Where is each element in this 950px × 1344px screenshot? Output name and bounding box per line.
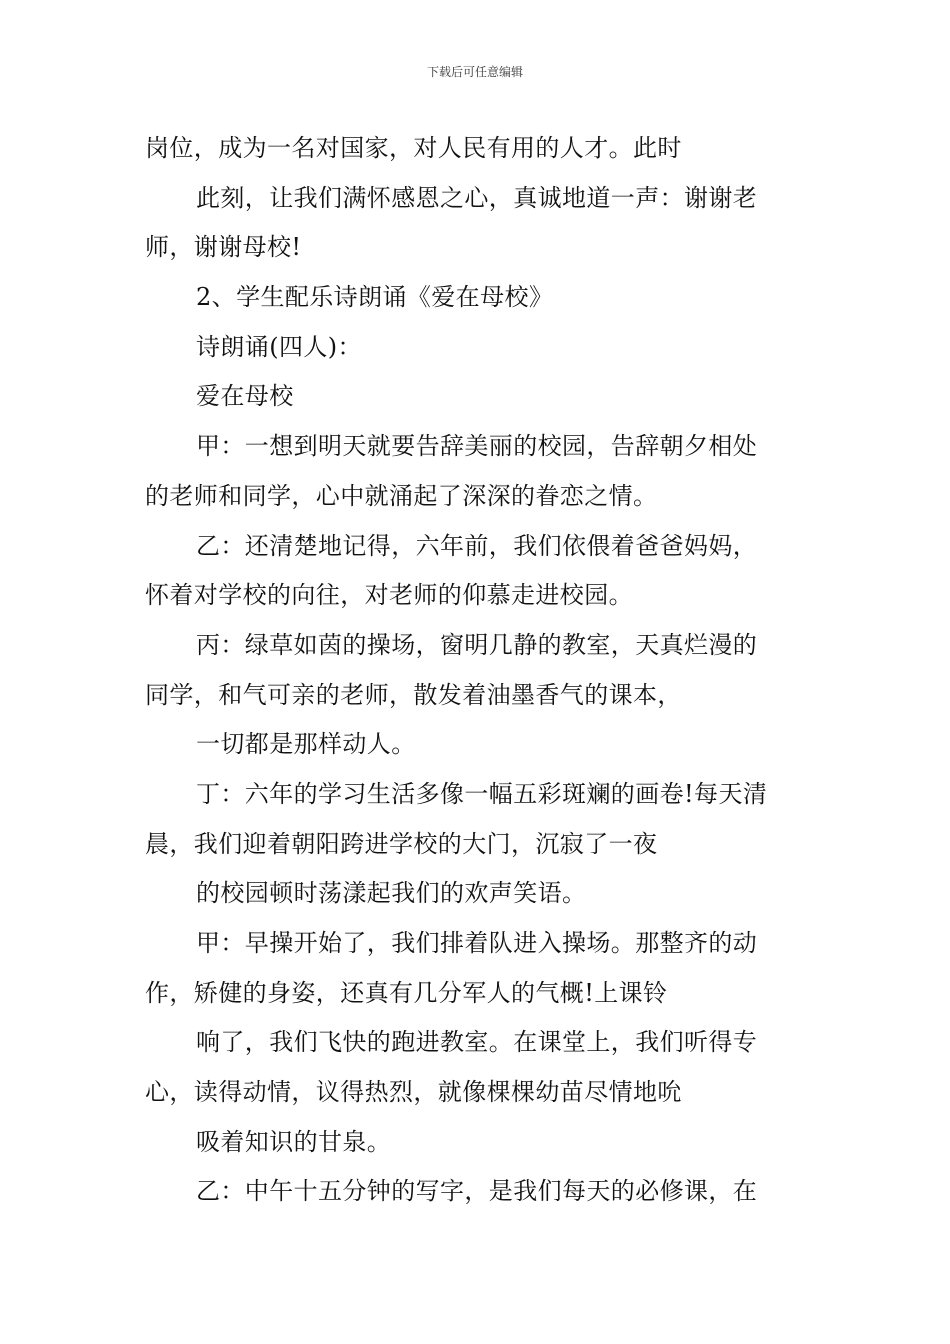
text-line: 心，读得动情，议得热烈，就像棵棵幼苗尽情地吮: [145, 1078, 682, 1107]
text-line: 甲：一想到明天就要告辞美丽的校园，告辞朝夕相处: [196, 432, 758, 461]
text-line: 吸着知识的甘泉。: [196, 1127, 392, 1156]
document-body: [145, 124, 810, 1217]
text-line: 丙：绿草如茵的操场，窗明几静的教室，天真烂漫的: [196, 630, 758, 659]
text-line: 师，谢谢母校!: [145, 233, 302, 262]
text-line: 的校园顿时荡漾起我们的欢声笑语。: [196, 879, 587, 908]
text-line: 怀着对学校的向往，对老师的仰慕走进校园。: [145, 581, 633, 610]
text-line: 诗朗诵(四人)：: [196, 332, 362, 361]
text-line: 岗位，成为一名对国家，对人民有用的人才。此时: [145, 134, 682, 162]
text-line: 作，矫健的身姿，还真有几分军人的气概!上课铃: [145, 978, 668, 1007]
section-heading: 2、学生配乐诗朗诵《爱在母校》: [196, 283, 554, 312]
page-header: 下载后可任意编辑: [426, 65, 523, 79]
text-line: 乙：还清楚地记得，六年前，我们依偎着爸爸妈妈，: [196, 531, 758, 560]
text-line: 响了，我们飞快的跑进教室。在课堂上，我们听得专: [196, 1028, 758, 1057]
text-line: 丁：六年的学习生活多像一幅五彩斑斓的画卷!每天清: [196, 779, 768, 808]
text-line: 晨，我们迎着朝阳跨进学校的大门，沉寂了一夜: [145, 829, 658, 858]
text-line: 的老师和同学，心中就涌起了深深的眷恋之情。: [145, 481, 658, 510]
text-line: 乙：中午十五分钟的写字，是我们每天的必修课，在: [196, 1177, 758, 1206]
text-line: 同学，和气可亲的老师，散发着油墨香气的课本，: [145, 680, 682, 709]
poem-title: 爱在母校: [196, 382, 294, 411]
text-line: 此刻，让我们满怀感恩之心，真诚地道一声：谢谢老: [196, 183, 758, 212]
text-line: 一切都是那样动人。: [196, 730, 416, 759]
text-line: 甲：早操开始了，我们排着队进入操场。那整齐的动: [196, 929, 758, 957]
